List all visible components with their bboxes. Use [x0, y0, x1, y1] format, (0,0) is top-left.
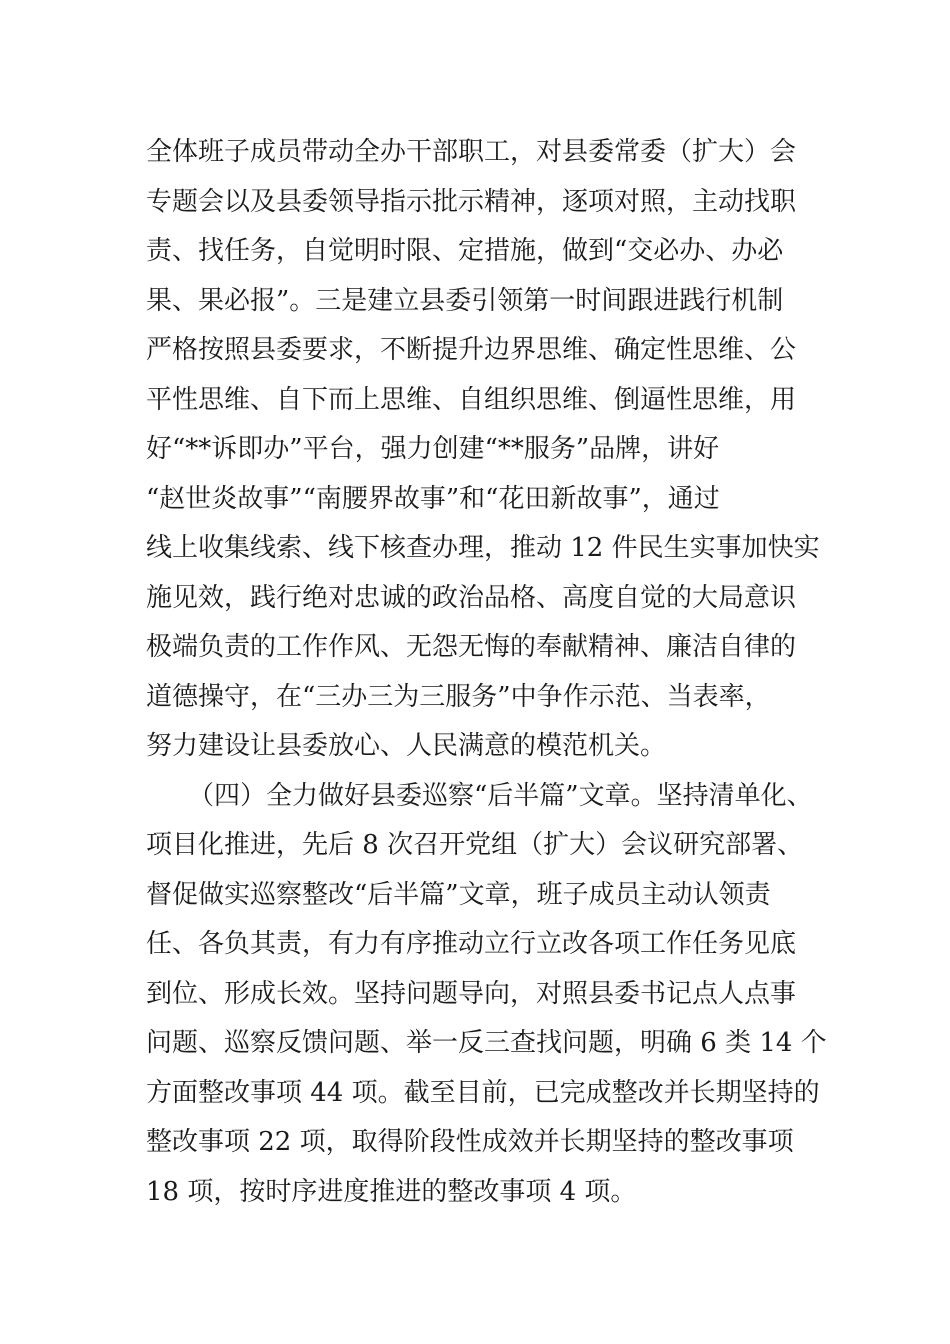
text-line: 极端负责的工作作风、无怨无悔的奉献精神、廉洁自律的	[146, 632, 797, 662]
text-line: 18 项，按时序进度推进的整改事项 4 项。	[146, 1176, 637, 1207]
text-line: 施见效，践行绝对忠诚的政治品格、高度自觉的大局意识	[146, 582, 797, 613]
text-line: 努力建设让县委放心、人民满意的模范机关。	[146, 731, 667, 761]
text-line: 专题会以及县委领导指示批示精神，逐项对照，主动找职	[146, 186, 797, 217]
text-line: 果、果必报”。三是建立县委引领第一时间跟进践行机制	[146, 285, 784, 316]
text-line: “赵世炎故事”“南腰界故事”和“花田新故事”，通过	[146, 483, 720, 514]
text-line: 方面整改事项 44 项。截至目前，已完成整改并长期坚持的	[146, 1077, 820, 1108]
text-line: 责、找任务，自觉明时限、定措施，做到“交必办、办必	[146, 236, 784, 266]
text-line: 整改事项 22 项，取得阶段性成效并长期坚持的整改事项	[146, 1127, 794, 1157]
text-line: 全体班子成员带动全办干部职工，对县委常委（扩大）会	[146, 137, 797, 167]
text-line: 道德操守，在“三办三为三服务”中争作示范、当表率，	[146, 681, 771, 712]
text-line: 项目化推进，先后 8 次召开党组（扩大）会议研究部署、	[146, 830, 804, 860]
body-text	[146, 128, 827, 1217]
text-line: 到位、形成长效。坚持问题导向，对照县委书记点人点事	[146, 978, 797, 1009]
text-line: 平性思维、自下而上思维、自组织思维、倒逼性思维，用	[146, 384, 797, 415]
text-line: 严格按照县委要求，不断提升边界思维、确定性思维、公	[146, 335, 797, 365]
section-heading-line: （四）全力做好县委巡察“后半篇”文章。坚持清单化、	[188, 780, 813, 811]
text-line: 好“**诉即办”平台，强力创建“**服务”品牌，讲好	[146, 434, 720, 464]
text-line: 督促做实巡察整改“后半篇”文章，班子成员主动认领责	[146, 879, 771, 910]
text-line: 任、各负其责，有力有序推动立行立改各项工作任务见底	[146, 929, 797, 959]
text-line: 问题、巡察反馈问题、举一反三查找问题，明确 6 类 14 个	[146, 1028, 827, 1058]
text-line: 线上收集线索、线下核查办理，推动 12 件民生实事加快实	[146, 533, 820, 563]
